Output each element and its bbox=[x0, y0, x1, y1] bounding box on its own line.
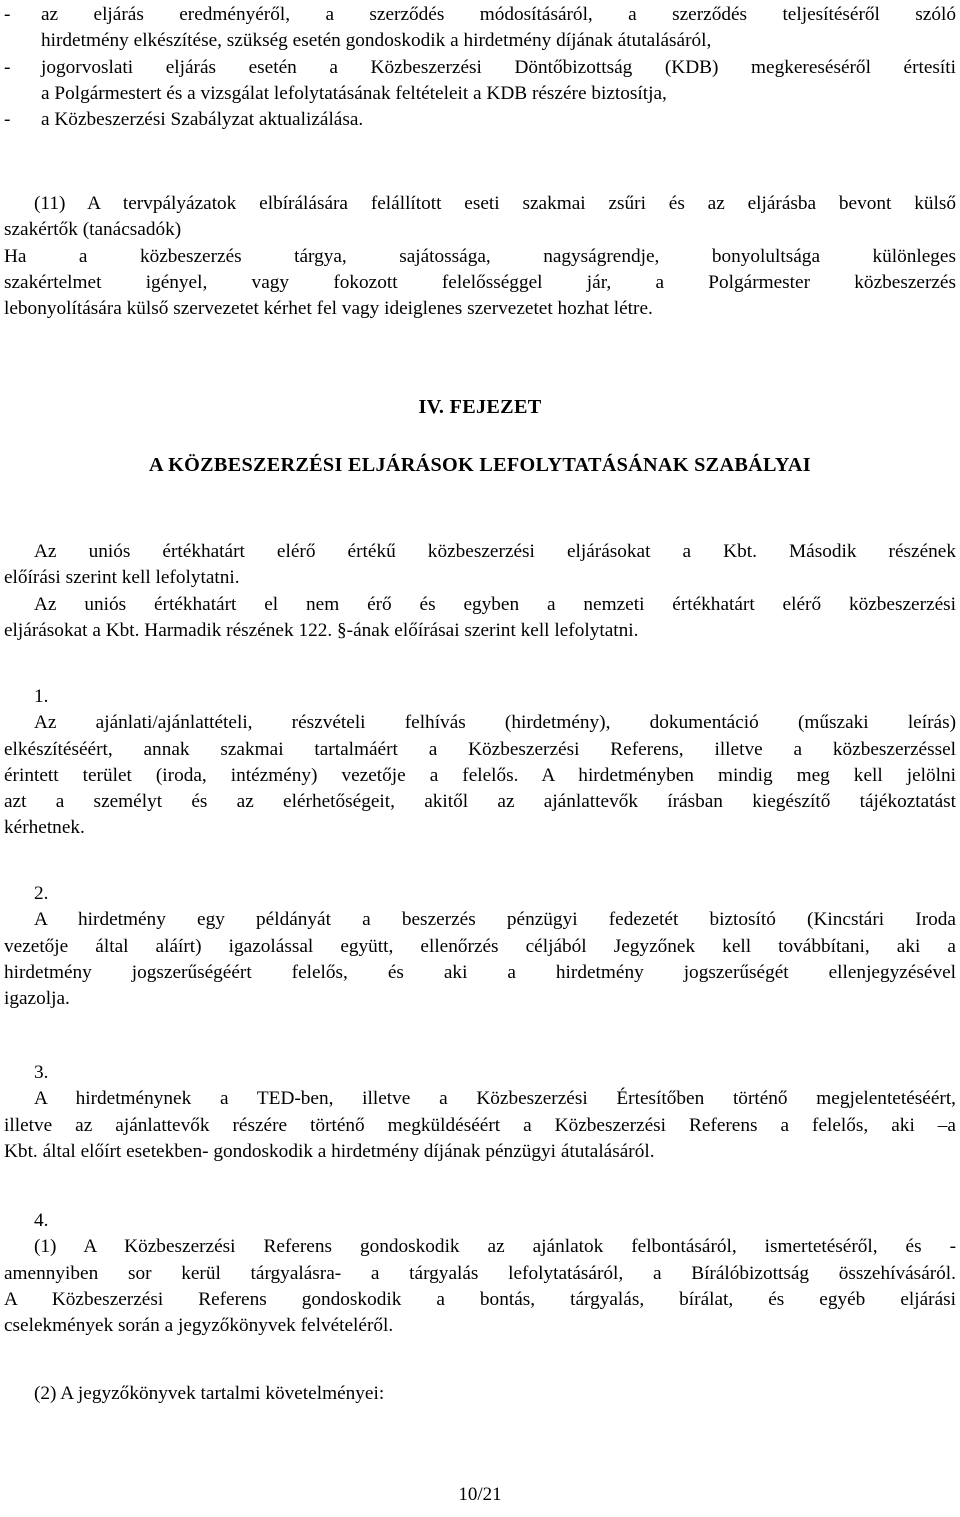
list-item bbox=[4, 2, 956, 55]
paragraph-line: érintett terület (iroda, intézmény) vezetője a felelős. A hirdetményben mindig meg kell jelölni bbox=[4, 764, 956, 786]
point-2 bbox=[4, 881, 956, 1012]
point-number: 2. bbox=[34, 883, 49, 904]
bullet-text-line: jogorvoslati eljárás esetén a Közbeszerzési Döntőbizottság (KDB) megkereséséről értesíti bbox=[41, 56, 956, 78]
bullet-text-line: az eljárás eredményéről, a szerződés módosításáról, a szerződés teljesítéséről szóló bbox=[41, 4, 956, 25]
point-1 bbox=[4, 684, 956, 842]
paragraph-line: A hirdetmény egy példányát a beszerzés pénzügyi fedezetét biztosító (Kincstári Iroda bbox=[34, 909, 956, 931]
bullet-text-line: a Polgármestert és a vizsgálat lefolytatásának feltételeit a KDB részére biztosítja, bbox=[41, 82, 667, 104]
point-number: 3. bbox=[34, 1062, 49, 1083]
paragraph-line: A hirdetménynek a TED-ben, illetve a Közbeszerzési Értesítőben történő megjelentetéséért, bbox=[34, 1088, 956, 1110]
paragraph-line: eljárásokat a Kbt. Harmadik részének 122. §-ának előírásai szerint kell lefolytatni. bbox=[4, 619, 639, 641]
bullet-dash: - bbox=[4, 56, 11, 78]
paragraph-line: cselekmények során a jegyzőkönyvek felvételéről. bbox=[4, 1315, 394, 1337]
paragraph-line: amennyiben sor kerül tárgyalásra- a tárgyalás lefolytatásáról, a Bírálóbizottság összehívásáról. bbox=[4, 1262, 956, 1284]
page-number: 10/21 bbox=[458, 1484, 502, 1505]
paragraph-line: Az uniós értékhatárt el nem érő és egyben a nemzeti értékhatárt elérő közbeszerzési bbox=[34, 593, 956, 615]
point-number: 1. bbox=[34, 686, 49, 707]
bullet-dash: - bbox=[4, 4, 11, 25]
list-item bbox=[4, 107, 956, 133]
bullet-text-line: a Közbeszerzési Szabályzat aktualizálása. bbox=[41, 109, 364, 131]
bullet-list bbox=[4, 2, 956, 133]
paragraph-line: (1) A Közbeszerzési Referens gondoskodik az ajánlatok felbontásáról, ismertetéséről, és - bbox=[34, 1236, 956, 1258]
bullet-dash: - bbox=[4, 109, 11, 131]
section-title-line: (11) A tervpályázatok elbírálására felállított eseti szakmai zsűri és az eljárásba bevont külső bbox=[34, 193, 956, 214]
section-11 bbox=[4, 191, 956, 322]
paragraph-line: igazolja. bbox=[4, 988, 70, 1010]
list-item bbox=[4, 55, 956, 108]
paragraph-line: előírási szerint kell lefolytatni. bbox=[4, 567, 240, 589]
paragraph-line: hirdetmény jogszerűségéért felelős, és aki a hirdetmény jogszerűségét ellenjegyzésével bbox=[4, 961, 956, 983]
paragraph-line: (2) A jegyzőkönyvek tartalmi követelményei: bbox=[34, 1383, 385, 1404]
point-number: 4. bbox=[34, 1210, 49, 1231]
paragraph-line: kérhetnek. bbox=[4, 817, 85, 839]
point-4 bbox=[4, 1208, 956, 1339]
chapter-number: IV. FEJEZET bbox=[418, 396, 542, 418]
paragraph-line: lebonyolítására külső szervezetet kérhet fel vagy ideiglenes szervezetet hozhat létre. bbox=[4, 298, 653, 320]
bullet-text-line: hirdetmény elkészítése, szükség esetén gondoskodik a hirdetmény díjának átutalásáról, bbox=[41, 30, 712, 52]
intro-paragraphs bbox=[4, 539, 956, 644]
paragraph-line: vezetője által aláírt) igazolással együtt, ellenőrzés céljából Jegyzőnek kell továbbítani, aki a bbox=[4, 935, 956, 957]
paragraph-line: azt a személyt és az elérhetőségeit, akitől az ajánlattevők írásban kiegészítő tájékoztatást bbox=[4, 791, 956, 813]
point-4-subsection bbox=[4, 1381, 956, 1407]
paragraph-line: Ha a közbeszerzés tárgya, sajátossága, nagyságrendje, bonyolultsága különleges bbox=[4, 245, 956, 267]
chapter-title: A KÖZBESZERZÉSI ELJÁRÁSOK LEFOLYTATÁSÁNAK SZABÁLYAI bbox=[149, 454, 811, 476]
paragraph-line: A Közbeszerzési Referens gondoskodik a bontás, tárgyalás, bírálat, és egyéb eljárási bbox=[4, 1288, 956, 1310]
paragraph-line: szakértelmet igényel, vagy fokozott felelősséggel jár, a Polgármester közbeszerzés bbox=[4, 271, 956, 293]
paragraph-line: Kbt. által előírt esetekben- gondoskodik a hirdetmény díjának pénzügyi átutalásáról. bbox=[4, 1140, 655, 1162]
section-title-line: szakértők (tanácsadók) bbox=[4, 219, 182, 241]
paragraph-line: illetve az ajánlattevők részére történő megküldéséért a Közbeszerzési Referens a felelős, aki –a bbox=[4, 1114, 956, 1136]
paragraph-line: elkészítéséért, annak szakmai tartalmáért a Közbeszerzési Referens, illetve a közbeszerzéssel bbox=[4, 738, 956, 760]
paragraph-line: Az uniós értékhatárt elérő értékű közbeszerzési eljárásokat a Kbt. Második részének bbox=[34, 541, 956, 562]
paragraph-line: Az ajánlati/ajánlattételi, részvételi felhívás (hirdetmény), dokumentáció (műszaki leírás) bbox=[34, 712, 956, 734]
point-3 bbox=[4, 1060, 956, 1165]
